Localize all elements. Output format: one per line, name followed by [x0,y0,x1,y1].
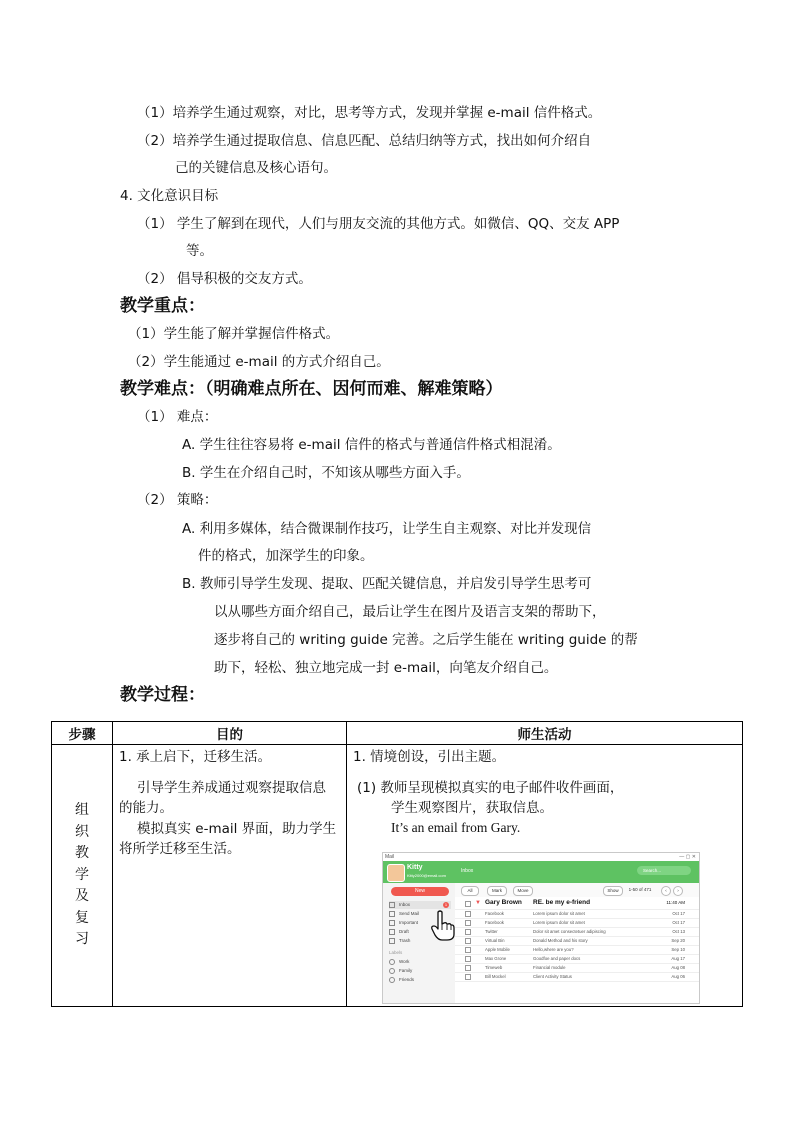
sidebar-item-friends[interactable] [389,976,451,984]
col-header-activity: 师生活动 [347,722,743,745]
culture-heading: 4. 文化意识目标 [120,188,219,204]
process-heading: 教学过程： [120,685,205,705]
mail-toolbar [455,883,699,897]
strategy-a-1: A. 利用多媒体，结合微课制作技巧，让学生自主观察、对比并发现信 [182,521,592,537]
next-page-icon[interactable]: › [673,886,683,896]
mail-subject: Donald Method and his story [533,938,588,943]
prev-page-icon[interactable]: ‹ [661,886,671,896]
row-checkbox[interactable] [465,929,471,935]
sidebar-item-label: Friends [399,977,415,982]
window-controls-icon: — ▢ ✕ [679,854,696,860]
activity-title: 1. 情境创设，引出主题。 [353,749,506,765]
mail-date: Oct 13 [672,929,685,934]
activity-quote: It’s an email from Gary. [391,820,521,835]
flag-icon: ▼ [475,900,481,906]
goal-line-1: （1）培养学生通过观察，对比，思考等方式，发现并掌握 e-mail 信件格式。 [137,105,602,121]
col-header-step: 步骤 [52,722,113,745]
strategy-b-4: 助下，轻松、独立地完成一封 e-mail，向笔友介绍自己。 [214,660,558,676]
row-checkbox[interactable] [465,920,471,926]
activity-sub-1: (1) 教师呈现模拟真实的电子邮件收件画面， [357,780,624,796]
mail-subject: RE. be my e-friend [533,899,591,906]
mail-date: Oct 17 [672,920,685,925]
culture-item-1a: （1） 学生了解到在现代，人们与朋友交流的其他方式。如微信、QQ、交友 APP [137,216,620,232]
sidebar-item-label: Inbox [399,902,411,907]
label-dot-icon [389,977,395,983]
key-point-1: （1）学生能了解并掌握信件格式。 [128,326,340,342]
profile-name: Kitty [407,864,423,871]
list-item[interactable] [455,972,699,982]
draft-icon [389,929,395,935]
avatar [387,864,405,882]
label-dot-icon [389,968,395,974]
goal-paragraph-1: 引导学生养成通过观察提取信息的能力。 [119,780,326,816]
show-button[interactable]: Show [603,886,623,896]
mail-from: Twitter [485,929,498,934]
activity-sub-2: 学生观察图片，获取信息。 [391,800,553,816]
inbox-title: Inbox [461,868,474,874]
mail-date: Aug 17 [671,956,685,961]
row-checkbox[interactable] [465,965,471,971]
sidebar-item-label: Work [399,959,410,964]
mail-from: Facebook [485,911,504,916]
mail-from: Max Grone [485,956,507,961]
sidebar-item-label: Family [399,968,413,973]
goal-title: 1. 承上启下，迁移生活。 [119,749,272,765]
mail-date: Aug 06 [671,974,685,979]
star-icon [389,920,395,926]
inbox-icon [389,902,395,908]
mail-subject: Lorem ipsum dolor sit amet [533,920,585,925]
sidebar-item-label: Send Mail [399,911,420,916]
sidebar-item-inbox[interactable] [389,901,451,909]
labels-title: Labels [389,950,403,955]
mail-date: 11:40 AM [666,900,685,905]
sidebar-item-label: Important [399,920,419,925]
goal-line-2b: 己的关键信息及核心语句。 [175,160,337,176]
row-checkbox[interactable] [465,938,471,944]
culture-item-2: （2） 倡导积极的交友方式。 [137,271,312,287]
select-all-button[interactable]: All [461,886,479,896]
row-checkbox[interactable] [465,974,471,980]
mail-from: Gary Brown [485,899,522,906]
goal-paragraph-2: 模拟真实 e-mail 界面，助力学生将所学迁移至生活。 [119,821,337,857]
row-checkbox[interactable] [465,901,471,907]
culture-item-1b: 等。 [186,243,213,259]
strategy-label: （2） 策略： [137,492,218,508]
strategy-b-2: 以从哪些方面介绍自己，最后让学生在图片及语言支架的帮助下， [214,604,606,620]
mail-subject: Client Activity Status [533,974,572,979]
table-header-row [52,722,743,745]
pagination-count: 1-50 of 471 [628,887,652,892]
difficulty-label: （1） 难点： [137,409,218,425]
difficulty-a: A. 学生往往容易将 e-mail 信件的格式与普通信件格式相混淆。 [182,437,561,453]
step-cell [52,745,113,1007]
mail-date: Aug 08 [671,965,685,970]
mail-date: Sep 10 [671,947,685,952]
mail-subject: Goodfoe and paper docs [533,956,581,961]
sidebar-item-work[interactable] [389,958,451,966]
search-input[interactable]: Search... [637,866,691,875]
difficulty-b: B. 学生在介绍自己时，不知该从哪些方面入手。 [182,465,470,481]
unread-badge: 1 [444,902,448,907]
goal-line-2a: （2）培养学生通过提取信息、信息匹配、总结归纳等方式，找出如何介绍自 [137,133,592,149]
send-icon [389,911,395,917]
mail-subject: Financial module [533,965,566,970]
mail-from: Facebook [485,920,504,925]
move-button[interactable]: Move [513,886,533,896]
mail-from: Bill Mockel [485,974,506,979]
sidebar-item-label: Trash [399,938,411,943]
strategy-b-3: 逐步将自己的 writing guide 完善。之后学生能在 writing guide 的帮 [214,632,638,648]
key-points-heading: 教学重点： [120,296,205,316]
trash-icon [389,938,395,944]
row-checkbox[interactable] [465,947,471,953]
row-checkbox[interactable] [465,956,471,962]
mail-window-title: Mail [385,854,395,860]
mail-date: Oct 17 [672,911,685,916]
mail-subject: Hello,where are you? [533,947,574,952]
strategy-b-1: B. 教师引导学生发现、提取、匹配关键信息，并启发引导学生思考可 [182,576,592,592]
goal-cell [113,745,347,1007]
sidebar-item-label: Draft [399,929,409,934]
new-mail-button[interactable]: New [391,887,449,896]
mail-profile [383,861,455,883]
mail-header-bar [455,861,699,883]
mail-subject: Dolor sit amet consectetuer adipiscing [533,929,606,934]
mark-button[interactable]: Mark [487,886,507,896]
hand-pointer-icon [430,910,456,942]
mail-date: Sep 20 [671,938,685,943]
difficulties-heading: 教学难点：（明确难点所在、因何而难、解难策略） [120,379,503,399]
mail-from: Apple Mobile [485,947,510,952]
sidebar-item-family[interactable] [389,967,451,975]
row-checkbox[interactable] [465,911,471,917]
step-name: 组织教学及复习 [75,802,89,948]
mail-from: Virtual Bin [485,938,505,943]
mail-from: Timeweb [485,965,503,970]
key-point-2: （2）学生能通过 e-mail 的方式介绍自己。 [128,354,390,370]
strategy-a-2: 件的格式，加深学生的印象。 [198,548,374,564]
col-header-goal: 目的 [113,722,347,745]
profile-email: Kitty2000@email.com [407,873,446,878]
label-dot-icon [389,959,395,965]
mail-subject: Lorem ipsum dolor sit amet [533,911,585,916]
